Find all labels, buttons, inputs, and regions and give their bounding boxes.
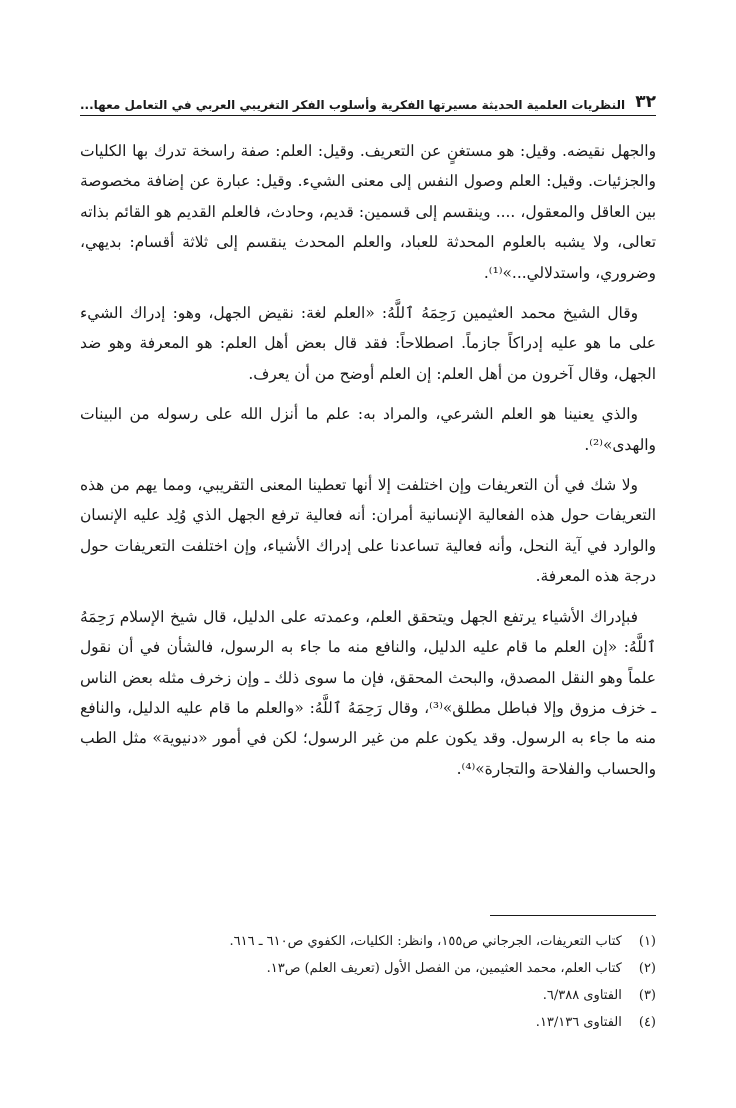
footnote-number: (٢) — [638, 961, 656, 976]
paragraph: وقال الشيخ محمد العثيمين رَحِمَهُ ٱللَّهُ: «العلم لغة: نقيض الجهل، وهو: إدراك الشيء على ما هو عليه إدراكاً جازماً. اصطلاحاً: فقد قال بعض أهل العلم: هو المعرفة وهو ضد الجهل، وقال آخرون من أهل العلم: إن العلم أوضح من أن يعرف. — [80, 304, 656, 383]
paragraph: والجهل نقيضه. وقيل: هو مستغنٍ عن التعريف. وقيل: العلم: صفة راسخة تدرك بها الكليات والجزئيات. وقيل: العلم وصول النفس إلى معنى الشيء. وقيل: عبارة عن إضافة مخصوصة بين العاقل والمعقول، .... وينقسم إلى قسمين: قديم، وحادث، فالعلم القديم هو القائم بذاته تعالى، ولا يشبه بالعلوم المحدثة للعباد، والعلم المحدث ينقسم إلى ثلاثة أقسام: بديهي، وضروري، واستدلالي...»⁽¹⁾. — [80, 142, 656, 282]
paragraph: فبإدراك الأشياء يرتفع الجهل ويتحقق العلم، وعمدته على الدليل، قال شيخ الإسلام رَحِمَهُ ٱللَّهُ: «إن العلم ما قام عليه الدليل، والنافع منه ما جاء به الرسول، فالشأن في أن نقول علماً وهو النقل المصدق، والبحث المحقق، فإن ما سوى ذلك ـ وإن زخرف مثله بعض الناس ـ خزف مزوق وإلا فباطل مطلق»⁽³⁾، وقال رَحِمَهُ ٱللَّهُ: «والعلم ما قام عليه الدليل، والنافع منه ما جاء به الرسول. وقد يكون علم من غير الرسول؛ لكن في أمور «دنيوية» مثل الطب والحساب والفلاحة والتجارة»⁽⁴⁾. — [80, 607, 656, 778]
footnote — [80, 928, 656, 955]
footnote-text: الفتاوى ١٣/١٣٦. — [535, 1015, 622, 1030]
footnote-divider — [490, 915, 656, 916]
footnote-text: الفتاوى ٦/٣٨٨. — [542, 988, 622, 1003]
footnote — [80, 982, 656, 1009]
footnotes — [80, 928, 656, 1036]
header-divider — [80, 115, 656, 116]
footnote-number: (٤) — [638, 1015, 656, 1030]
page-number: ٣٢ — [635, 92, 656, 112]
footnote — [80, 955, 656, 982]
footnote-text: كتاب التعريفات، الجرجاني ص١٥٥، وانظر: الكليات، الكفوي ص٦١٠ ـ ٦١٦. — [229, 934, 622, 949]
body-text — [80, 136, 656, 794]
footnote — [80, 1009, 656, 1036]
footnote-number: (٣) — [638, 988, 656, 1003]
footnote-number: (١) — [638, 934, 656, 949]
paragraph: والذي يعنينا هو العلم الشرعي، والمراد به: علم ما أنزل الله على رسوله من البينات والهدى»⁽²⁾. — [80, 405, 656, 454]
paragraph: ولا شك في أن التعريفات وإن اختلفت إلا أنها تعطينا المعنى التقريبي، ومما يهم من هذه التعريفات حول هذه الفعالية الإنسانية أمران: أنه فعالية ترفع الجهل الذي وُلِد عليه الإنسان والوارد في آية النحل، وأنه فعالية تساعدنا على إدراك الأشياء، وإن اختلفت التعريفات حول درجة هذه المعرفة. — [80, 476, 656, 586]
page-header — [80, 86, 656, 112]
running-title: النظريات العلمية الحديثة مسيرتها الفكرية وأسلوب الفكر التغريبي العربي في التعامل معها... — [80, 98, 626, 112]
footnote-text: كتاب العلم، محمد العثيمين، من الفصل الأول (تعريف العلم) ص١٣. — [266, 961, 622, 976]
